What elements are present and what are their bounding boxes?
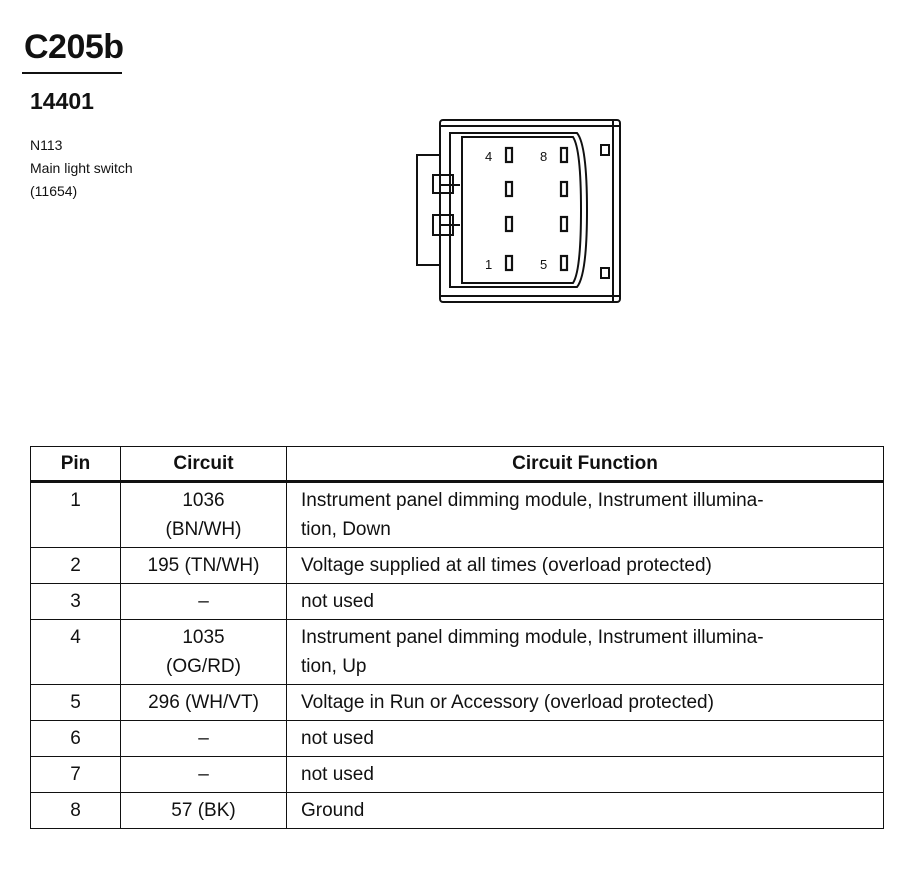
circuit-color: (BN/WH) (165, 519, 242, 540)
pin-cell: 1 (31, 482, 121, 548)
circuit-color: (OG/RD) (166, 656, 241, 677)
function-cell (287, 685, 884, 721)
circuit-cell (121, 584, 287, 620)
function-text-line: tion, Down (301, 519, 391, 540)
table-row (31, 584, 884, 620)
pin-cell: 3 (31, 584, 121, 620)
part-number: 14401 (30, 88, 94, 114)
function-cell (287, 793, 884, 829)
circuit-cell (121, 757, 287, 793)
header-circuit: Circuit (121, 447, 287, 482)
function-cell (287, 721, 884, 757)
connector-id: C205b (24, 28, 124, 66)
table-row (31, 620, 884, 685)
function-text-line: Voltage in Run or Accessory (overload protected) (301, 692, 714, 713)
connector-housing (440, 120, 620, 302)
circuit-cell (121, 721, 287, 757)
table-row (31, 685, 884, 721)
function-text-line: Ground (301, 800, 365, 821)
function-text-line: Instrument panel dimming module, Instrument illumina- (301, 627, 764, 648)
circuit-text: – (198, 764, 209, 785)
pin-cell: 7 (31, 757, 121, 793)
terminal-slot-3 (506, 182, 512, 196)
pin-cell: 8 (31, 793, 121, 829)
terminal-slot-6 (561, 217, 567, 231)
terminal-slot-4 (506, 148, 512, 162)
terminal-slot-7 (561, 182, 567, 196)
table-header-row (31, 447, 884, 482)
circuit-cell (121, 548, 287, 584)
pin-label-8: 8 (540, 149, 548, 164)
function-text-line: tion, Up (301, 656, 367, 677)
title-underline (22, 72, 122, 74)
component-code: N113 (30, 137, 63, 153)
terminal-slot-5 (561, 256, 567, 270)
pin-cell: 6 (31, 721, 121, 757)
circuit-text: 296 (WH/VT) (148, 692, 259, 713)
pin-label-4: 4 (485, 149, 493, 164)
function-cell (287, 620, 884, 685)
circuit-cell (121, 793, 287, 829)
function-text-line: Instrument panel dimming module, Instrument illumina- (301, 490, 764, 511)
pin-cell: 4 (31, 620, 121, 685)
circuit-text: – (198, 728, 209, 749)
function-text-line: Voltage supplied at all times (overload protected) (301, 555, 712, 576)
terminal-slot-2 (506, 217, 512, 231)
circuit-cell (121, 685, 287, 721)
function-text-line: not used (301, 764, 374, 785)
component-base-number: (11654) (30, 183, 78, 199)
circuit-text: 195 (TN/WH) (147, 555, 260, 576)
terminal-slot-8 (561, 148, 567, 162)
terminal-slot-1 (506, 256, 512, 270)
function-cell (287, 584, 884, 620)
function-cell (287, 548, 884, 584)
circuit-text: 57 (BK) (171, 800, 236, 821)
pin-cell: 5 (31, 685, 121, 721)
function-text-line: not used (301, 728, 374, 749)
table-row (31, 793, 884, 829)
function-text-line: not used (301, 591, 374, 612)
header-pin: Pin (31, 447, 121, 482)
circuit-number: 1035 (182, 627, 225, 648)
function-cell (287, 757, 884, 793)
table-row (31, 721, 884, 757)
pin-label-1: 1 (485, 257, 493, 272)
table-row (31, 548, 884, 584)
pin-label-5: 5 (540, 257, 548, 272)
pin-cell: 2 (31, 548, 121, 584)
function-cell (287, 482, 884, 548)
circuit-cell (121, 482, 287, 548)
table-row (31, 482, 884, 548)
connector-latch (417, 155, 440, 265)
circuit-text: – (198, 591, 209, 612)
circuit-cell (121, 620, 287, 685)
connector-face-diagram (405, 115, 630, 310)
component-name: Main light switch (30, 160, 133, 176)
circuit-number: 1036 (182, 490, 225, 511)
pinout-table (30, 446, 884, 829)
header-circuit-function: Circuit Function (287, 447, 884, 482)
table-row (31, 757, 884, 793)
